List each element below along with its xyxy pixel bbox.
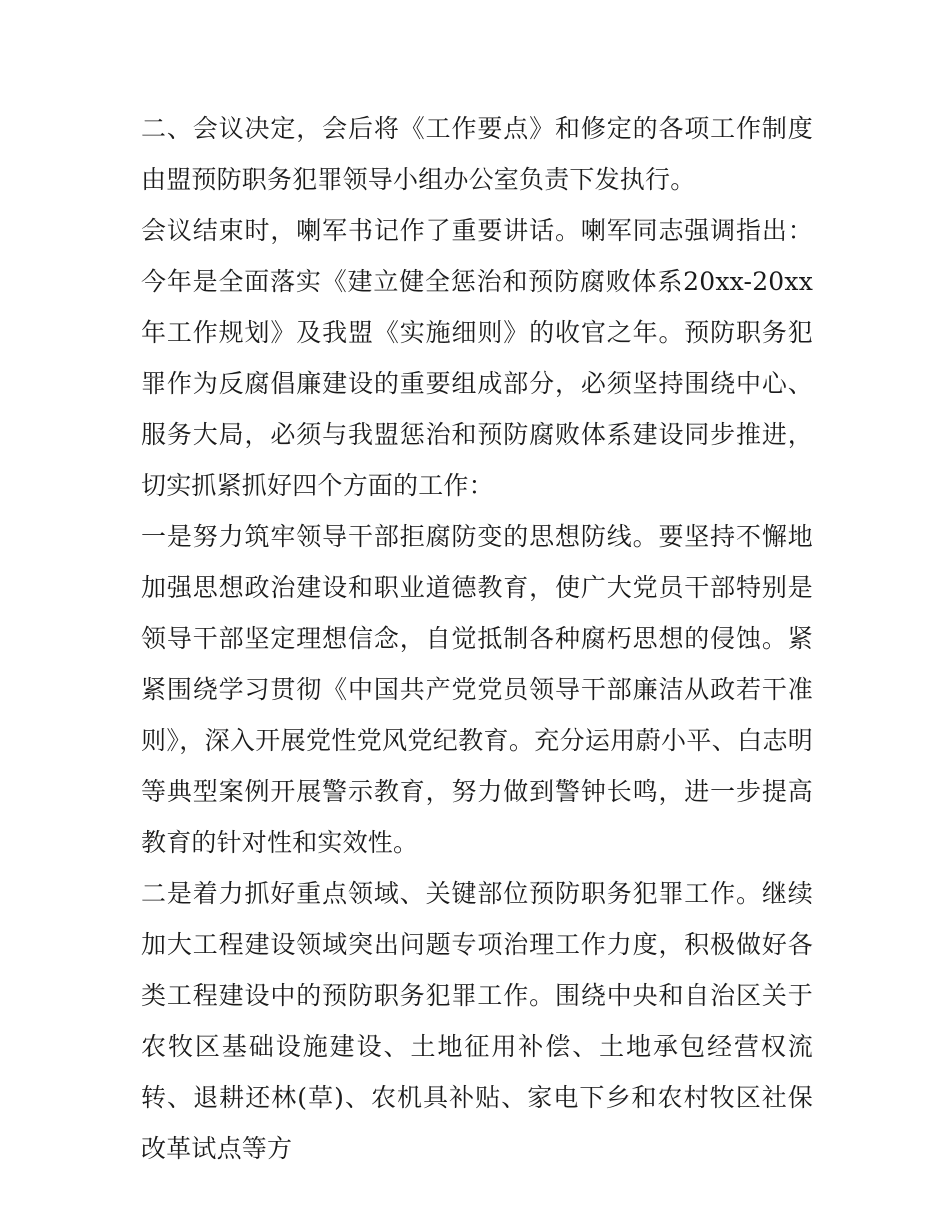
document-body xyxy=(141,103,813,1174)
paragraph-point-one: 一是努力筑牢领导干部拒腐防变的思想防线。要坚持不懈地加强思想政治建设和职业道德教育，使广大党员干部特别是领导干部坚定理想信念，自觉抵制各种腐朽思想的侵蚀。紧紧围绕学习贯彻《中国共产党党员领导干部廉洁从政若干准则》，深入开展党性党风党纪教育。充分运用蔚小平、白志明等典型案例开展警示教育，努力做到警钟长鸣，进一步提高教育的针对性和实效性。 xyxy=(141,522,813,857)
paragraph-meeting-decision: 二、会议决定，会后将《工作要点》和修定的各项工作制度由盟预防职务犯罪领导小组办公室负责下发执行。 xyxy=(141,114,813,194)
paragraph-closing-speech: 会议结束时，喇军书记作了重要讲话。喇军同志强调指出：今年是全面落实《建立健全惩治和预防腐败体系20xx-20xx年工作规划》及我盟《实施细则》的收官之年。预防职务犯罪作为反腐倡廉建设的重要组成部分，必须坚持围绕中心、服务大局，必须与我盟惩治和预防腐败体系建设同步推进，切实抓紧抓好四个方面的工作： xyxy=(141,216,813,500)
paragraph-point-two: 二是着力抓好重点领域、关键部位预防职务犯罪工作。继续加大工程建设领域突出问题专项治理工作力度，积极做好各类工程建设中的预防职务犯罪工作。围绕中央和自治区关于农牧区基础设施建设、土地征用补偿、土地承包经营权流转、退耕还林(草)、农机具补贴、家电下乡和农村牧区社保改革试点等方 xyxy=(141,879,813,1163)
